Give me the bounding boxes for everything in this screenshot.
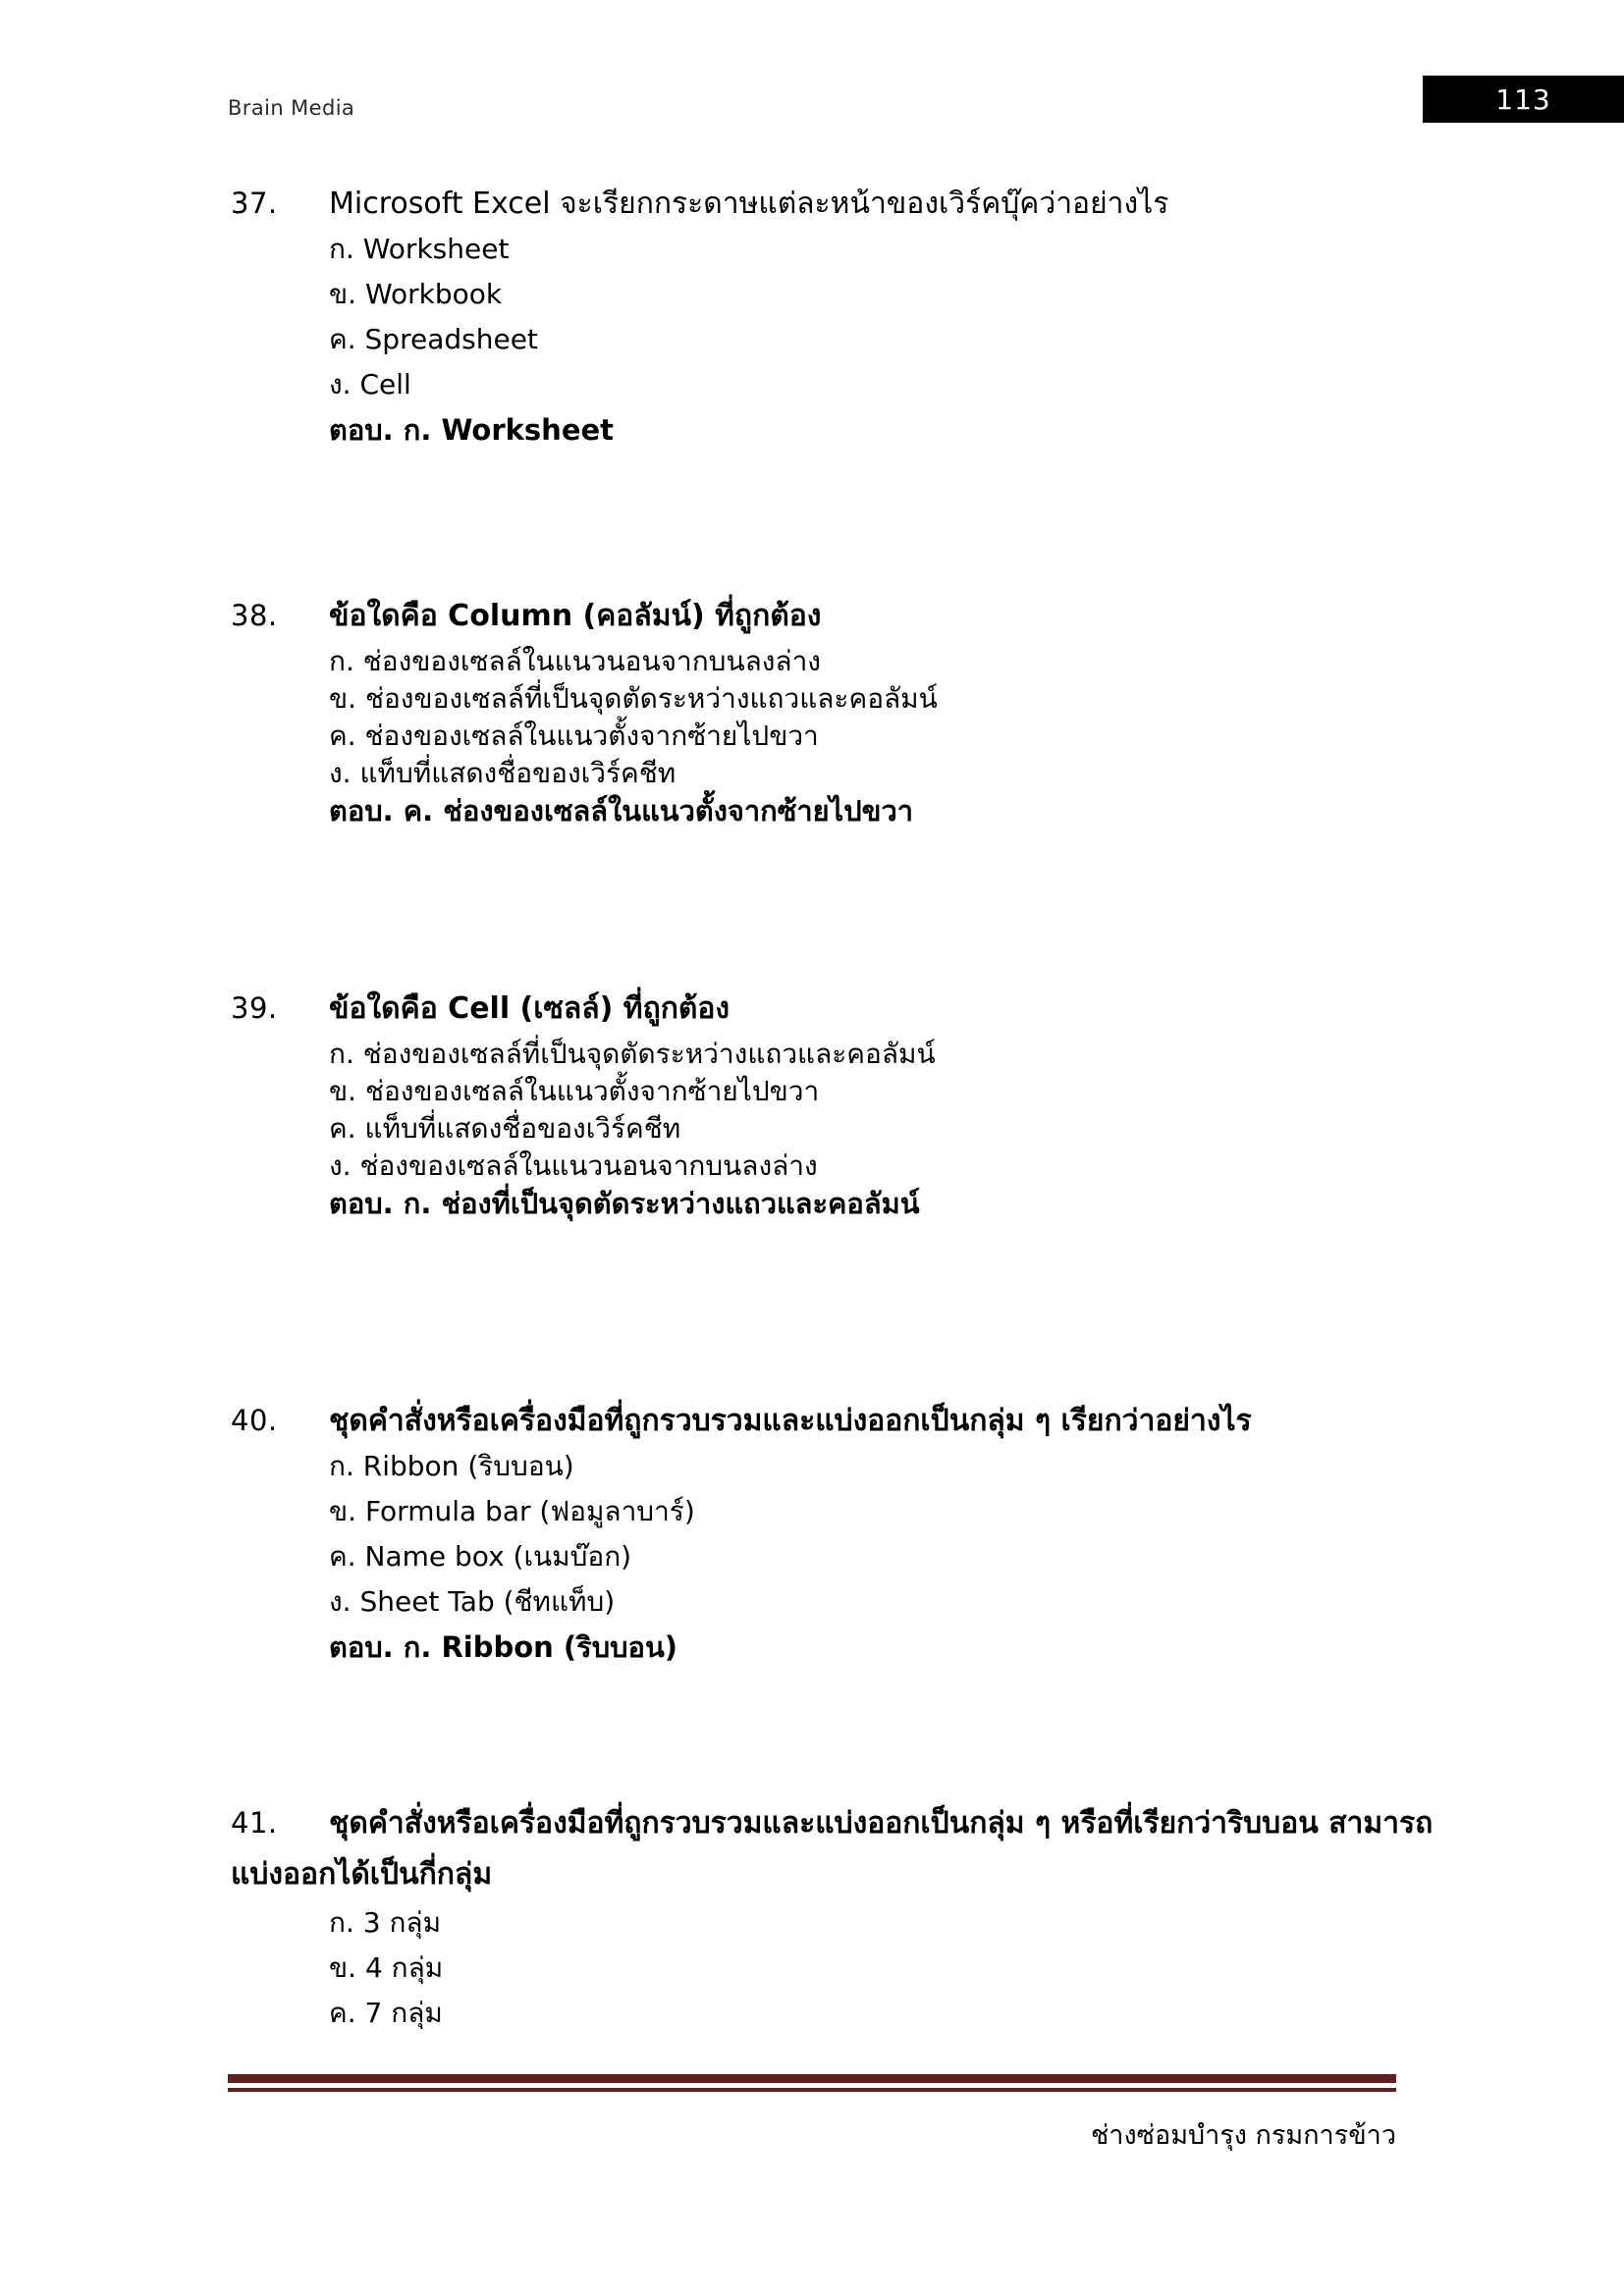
question-number-40: 40. (231, 1404, 278, 1437)
option-item[interactable]: ง. ช่องของเซลล์ในแนวนอนจากบนลงล่าง (329, 1148, 818, 1182)
question-block-39 (0, 989, 1624, 1218)
question-number-39: 39. (231, 991, 278, 1025)
answer-text-38: ตอบ. ค. ช่องของเซลล์ในแนวตั้งจากซ้ายไปขวา (329, 793, 914, 828)
question-heading-41 (0, 1804, 1624, 1843)
footer-divider (228, 2074, 1396, 2092)
question-text-37: Microsoft Excel จะเรียกกระดาษแต่ละหน้าของเวิร์คบุ๊คว่าอย่างไร (329, 187, 1169, 221)
option-item[interactable]: ค. Name box (เนมบ๊อก) (329, 1539, 632, 1573)
question-block-38 (0, 597, 1624, 826)
option-item[interactable]: ข. ช่องของเซลล์ในแนวตั้งจากซ้ายไปขวา (329, 1074, 820, 1107)
page-number-text: 113 (1495, 82, 1551, 116)
option-item[interactable]: ก. 3 กลุ่ม (329, 1905, 442, 1939)
question-number-41: 41. (231, 1806, 278, 1840)
option-list-39 (0, 1037, 1624, 1182)
question-text-41-continued: แบ่งออกได้เป็นกี่กลุ่ม (231, 1856, 493, 1892)
option-item[interactable]: ค. Spreadsheet (329, 322, 538, 355)
question-number-37: 37. (231, 187, 278, 220)
footer-rule-thick (228, 2074, 1396, 2083)
question-heading-40 (0, 1402, 1624, 1441)
question-text-38: ข้อใดคือ Column (คอลัมน์) ที่ถูกต้อง (329, 599, 822, 633)
page-number-badge (1423, 76, 1624, 123)
option-item[interactable]: ง. Cell (329, 367, 411, 400)
question-number-38: 38. (231, 599, 278, 632)
option-list-41 (0, 1905, 1624, 2029)
option-item[interactable]: ข. Workbook (329, 277, 503, 310)
answer-text-40: ตอบ. ก. Ribbon (ริบบอน) (329, 1629, 678, 1664)
option-item[interactable]: ข. 4 กลุ่ม (329, 1950, 444, 1984)
question-heading-38 (0, 597, 1624, 636)
option-item[interactable]: ค. แท็บที่แสดงชื่อของเวิร์คชีท (329, 1111, 681, 1145)
question-block-37 (0, 185, 1624, 445)
footer-text: ช่างซ่อมบำรุง กรมการข้าว (1090, 2120, 1396, 2151)
option-item[interactable]: ก. Ribbon (ริบบอน) (329, 1449, 574, 1482)
option-item[interactable]: ก. ช่องของเซลล์ที่เป็นจุดตัดระหว่างแถวและคอลัมน์ (329, 1037, 936, 1070)
question-block-41 (0, 1804, 1624, 2045)
question-text-40: ชุดคำสั่งหรือเครื่องมือที่ถูกรวบรวมและแบ่งออกเป็นกลุ่ม ๆ เรียกว่าอย่างไร (329, 1404, 1252, 1438)
option-item[interactable]: ก. Worksheet (329, 232, 510, 265)
option-list-38 (0, 644, 1624, 789)
option-item[interactable]: ข. Formula bar (ฟอมูลาบาร์) (329, 1494, 695, 1527)
option-list-37 (0, 232, 1624, 400)
option-item[interactable]: ค. 7 กลุ่ม (329, 1996, 443, 2029)
option-item[interactable]: ค. ช่องของเซลล์ในแนวตั้งจากซ้ายไปขวา (329, 719, 819, 752)
option-item[interactable]: ก. ช่องของเซลล์ในแนวนอนจากบนลงล่าง (329, 644, 821, 677)
header-brand-label: Brain Media (228, 96, 355, 120)
question-heading-37 (0, 185, 1624, 224)
answer-text-37: ตอบ. ก. Worksheet (329, 412, 615, 447)
footer-rule-thin (228, 2088, 1396, 2092)
option-item[interactable]: ข. ช่องของเซลล์ที่เป็นจุดตัดระหว่างแถวและคอลัมน์ (329, 681, 938, 715)
option-item[interactable]: ง. แท็บที่แสดงชื่อของเวิร์คชีท (329, 756, 677, 789)
option-item[interactable]: ง. Sheet Tab (ชีทแท็บ) (329, 1584, 616, 1618)
question-text-41: ชุดคำสั่งหรือเครื่องมือที่ถูกรวบรวมและแบ่งออกเป็นกลุ่ม ๆ หรือที่เรียกว่าริบบอน สามารถ (329, 1806, 1434, 1841)
question-text-39: ข้อใดคือ Cell (เซลล์) ที่ถูกต้อง (329, 991, 731, 1026)
answer-text-39: ตอบ. ก. ช่องที่เป็นจุดตัดระหว่างแถวและคอลัมน์ (329, 1186, 920, 1220)
question-block-40 (0, 1402, 1624, 1662)
option-list-40 (0, 1449, 1624, 1618)
question-heading-39 (0, 989, 1624, 1029)
